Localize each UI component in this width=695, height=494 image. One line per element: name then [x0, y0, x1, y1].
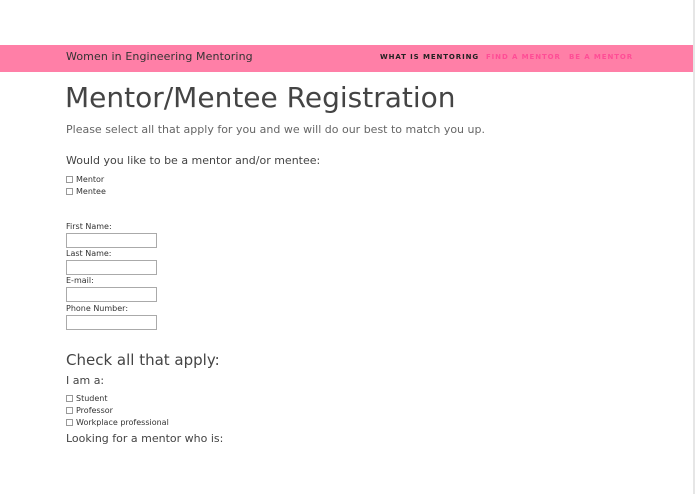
professor-checkbox-row[interactable]	[66, 405, 113, 416]
check-all-title: Check all that apply:	[66, 351, 220, 369]
professor-checkbox[interactable]	[66, 407, 73, 414]
mentee-checkbox-label: Mentee	[76, 187, 106, 196]
first-name-input[interactable]	[66, 233, 157, 248]
looking-for-label: Looking for a mentor who is:	[66, 432, 224, 445]
student-checkbox[interactable]	[66, 395, 73, 402]
workplace-professional-checkbox-label: Workplace professional	[76, 418, 169, 427]
mentor-checkbox[interactable]	[66, 176, 73, 183]
email-input[interactable]	[66, 287, 157, 302]
brand-link[interactable]: Women in Engineering Mentoring	[66, 50, 253, 63]
student-checkbox-row[interactable]	[66, 393, 108, 404]
first-name-label: First Name:	[66, 222, 112, 231]
i-am-label: I am a:	[66, 374, 105, 387]
page-title: Mentor/Mentee Registration	[65, 81, 456, 114]
mentee-checkbox[interactable]	[66, 188, 73, 195]
mentee-checkbox-row[interactable]	[66, 186, 106, 197]
last-name-label: Last Name:	[66, 249, 112, 258]
email-label: E-mail:	[66, 276, 94, 285]
mentor-checkbox-label: Mentor	[76, 175, 105, 184]
workplace-professional-checkbox-row[interactable]	[66, 417, 169, 428]
last-name-input[interactable]	[66, 260, 157, 275]
navbar	[0, 45, 693, 72]
nav-find-a-mentor[interactable]: FIND A MENTOR	[486, 53, 561, 61]
page-subtitle: Please select all that apply for you and we will do our best to match you up.	[66, 123, 485, 136]
phone-label: Phone Number:	[66, 304, 129, 313]
mentor-checkbox-row[interactable]	[66, 174, 104, 185]
phone-input[interactable]	[66, 315, 157, 330]
nav-be-a-mentor[interactable]: BE A MENTOR	[569, 53, 634, 61]
professor-checkbox-label: Professor	[76, 406, 113, 415]
workplace-professional-checkbox[interactable]	[66, 419, 73, 426]
student-checkbox-label: Student	[76, 394, 108, 403]
role-question-label: Would you like to be a mentor and/or mentee:	[66, 154, 321, 167]
nav-what-is-mentoring[interactable]: WHAT IS MENTORING	[380, 53, 479, 61]
